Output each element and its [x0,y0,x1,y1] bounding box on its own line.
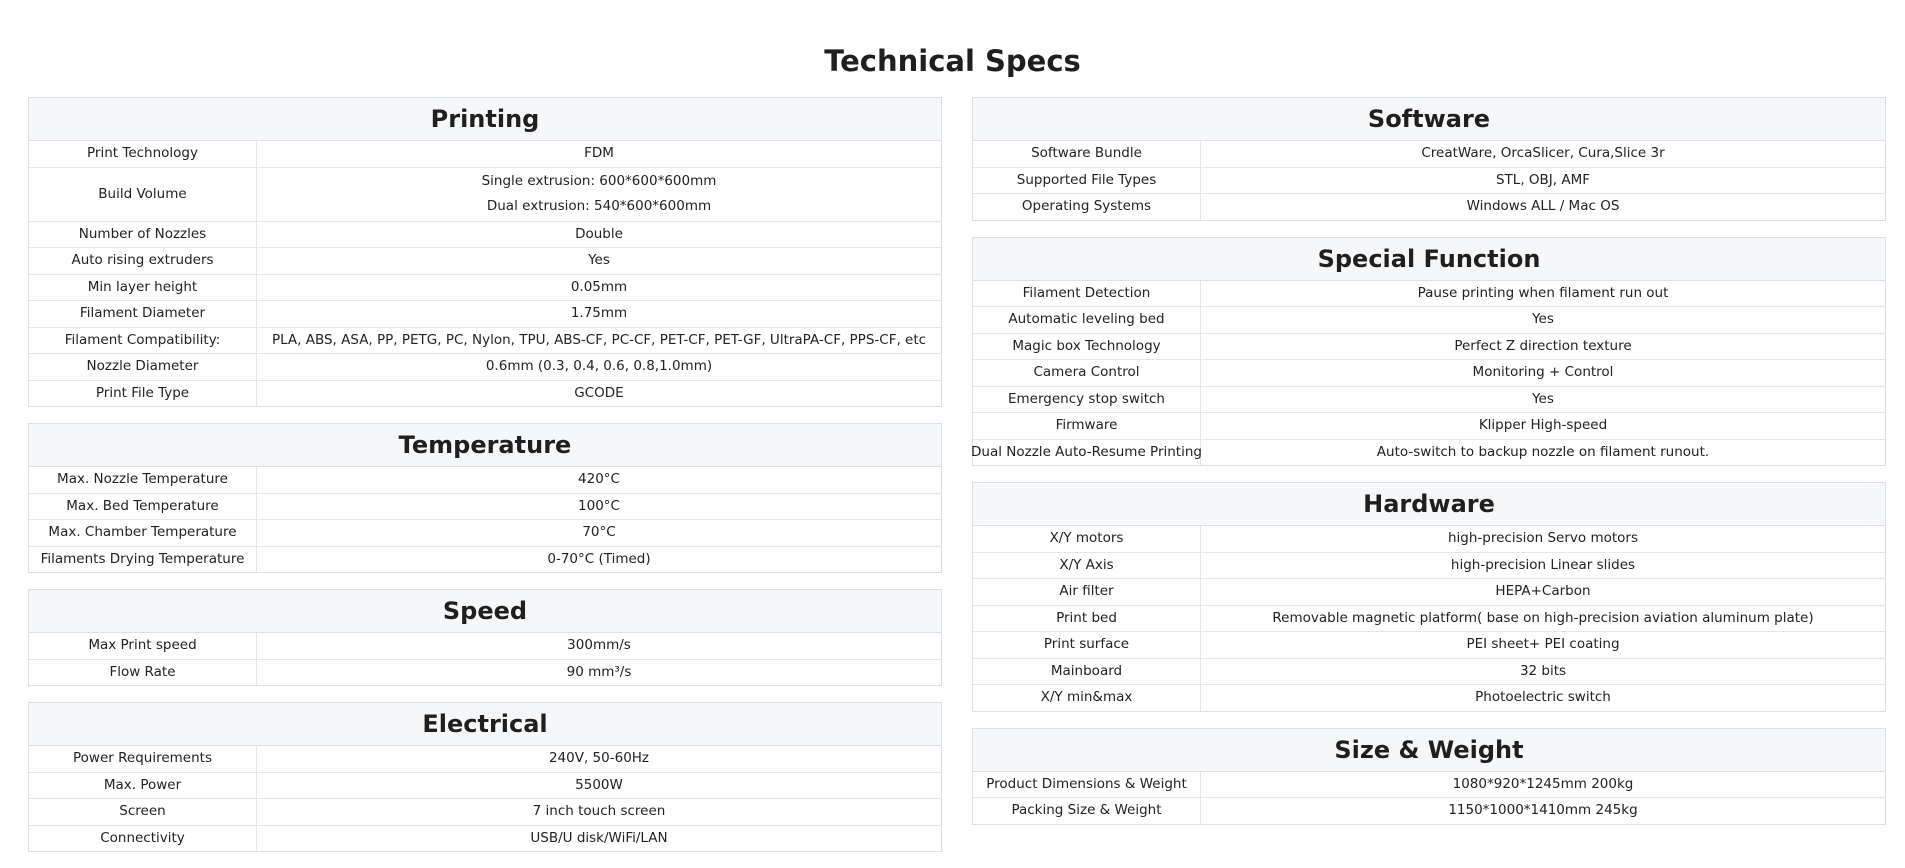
spec-value-cell [257,301,941,327]
spec-row [973,553,1885,580]
spec-value-cell [257,168,941,221]
spec-value-cell [257,381,941,407]
size-and-weight-section [972,728,1886,825]
spec-row [973,334,1885,361]
spec-value: 1.75mm [570,305,628,321]
spec-value: CreatWare, OrcaSlicer, Cura,Slice 3r [1421,145,1665,161]
spec-label: Packing Size & Weight [973,798,1201,824]
special-function-section-title: Special Function [973,238,1885,281]
page-title: Technical Specs [824,44,1081,79]
speed-section [28,589,942,686]
spec-value: Klipper High-speed [1478,417,1608,433]
spec-label: Filament Diameter [29,301,257,327]
spec-row [973,579,1885,606]
spec-label: Automatic leveling bed [973,307,1201,333]
spec-value-cell [1201,281,1885,307]
spec-value-cell [257,633,941,659]
spec-label: Mainboard [973,659,1201,685]
spec-label: Print bed [973,606,1201,632]
spec-value: 1080*920*1245mm 200kg [1452,775,1634,792]
spec-row [973,168,1885,195]
spec-row [973,387,1885,414]
special-function-section [972,237,1886,467]
spec-value-cell [257,826,941,852]
spec-label: Operating Systems [973,194,1201,220]
spec-value: 0.6mm (0.3, 0.4, 0.6, 0.8,1.0mm) [485,358,713,374]
spec-row [29,248,941,275]
spec-row [973,307,1885,334]
spec-value-cell [1201,440,1885,466]
spec-label: Filaments Drying Temperature [29,547,257,573]
spec-value-cell [257,467,941,493]
spec-value-cell [257,799,941,825]
spec-row [29,222,941,249]
spec-label: Magic box Technology [973,334,1201,360]
spec-label: Number of Nozzles [29,222,257,248]
spec-label: Print surface [973,632,1201,658]
spec-value-cell [257,494,941,520]
spec-row [973,440,1885,466]
spec-value: Single extrusion: 600*600*600mm [481,172,717,189]
spec-value: PEI sheet+ PEI coating [1466,636,1620,652]
spec-row [29,354,941,381]
spec-row [29,141,941,168]
spec-value-cell [1201,579,1885,605]
spec-value: high-precision Linear slides [1450,556,1636,573]
spec-value-cell [1201,632,1885,658]
spec-value: Removable magnetic platform( base on high-precision aviation aluminum plate) [1272,609,1814,626]
spec-row [29,826,941,852]
spec-value-cell [1201,526,1885,552]
spec-value: GCODE [574,384,624,401]
spec-label: Max. Bed Temperature [29,494,257,520]
spec-label: Nozzle Diameter [29,354,257,380]
spec-value-cell [257,222,941,248]
spec-row [973,194,1885,220]
software-section-title: Software [973,98,1885,141]
spec-value: 0.05mm [570,278,628,295]
spec-row [973,526,1885,553]
spec-label: Dual Nozzle Auto-Resume Printing [973,440,1201,466]
spec-value: 0-70°C (Timed) [547,550,651,567]
spec-value-cell [1201,413,1885,439]
spec-row [973,360,1885,387]
spec-value-cell [1201,387,1885,413]
spec-value-cell [257,773,941,799]
hardware-section-title: Hardware [973,483,1885,526]
spec-value: PLA, ABS, ASA, PP, PETG, PC, Nylon, TPU, ABS-CF, PC-CF, PET-CF, PET-GF, UltraPA-CF, PPS-CF, etc [271,331,927,348]
spec-value: HEPA+Carbon [1495,583,1591,599]
spec-row [29,520,941,547]
spec-row [973,798,1885,824]
spec-label: Filament Compatibility: [29,328,257,354]
temperature-section [28,423,942,573]
spec-value: 1150*1000*1410mm 245kg [1448,802,1638,818]
spec-value: FDM [584,145,614,161]
spec-value-cell [257,547,941,573]
spec-row [29,301,941,328]
spec-value: Monitoring + Control [1472,364,1614,380]
spec-label: Max Print speed [29,633,257,659]
spec-value: Double [575,225,623,242]
spec-row [973,772,1885,799]
spec-row [29,168,941,222]
spec-label: X/Y min&max [973,685,1201,711]
spec-row [973,659,1885,686]
spec-label: Max. Power [29,773,257,799]
spec-row [29,746,941,773]
printing-section-title: Printing [29,98,941,141]
spec-row [29,381,941,407]
spec-row [29,328,941,355]
spec-value-cell [257,248,941,274]
spec-label: Flow Rate [29,660,257,686]
spec-label: Auto rising extruders [29,248,257,274]
printing-section [28,97,942,407]
spec-value-cell [257,328,941,354]
spec-label: Build Volume [29,168,257,221]
spec-label: X/Y Axis [973,553,1201,579]
spec-value-cell [1201,659,1885,685]
spec-label: Software Bundle [973,141,1201,167]
spec-row [29,547,941,573]
spec-label: Print Technology [29,141,257,167]
electrical-section [28,702,942,852]
spec-label: Supported File Types [973,168,1201,194]
spec-value-cell [1201,334,1885,360]
spec-label: X/Y motors [973,526,1201,552]
spec-row [973,632,1885,659]
spec-value: 100°C [578,497,620,514]
spec-value: Perfect Z direction texture [1454,337,1632,354]
spec-value: Pause printing when filament run out [1417,284,1669,301]
spec-label: Product Dimensions & Weight [973,772,1201,798]
spec-label: Power Requirements [29,746,257,772]
spec-label: Max. Chamber Temperature [29,520,257,546]
spec-value-cell [257,746,941,772]
spec-value: Photoelectric switch [1475,689,1611,705]
spec-value-cell [1201,360,1885,386]
spec-value: 90 mm³/s [566,663,632,680]
spec-row [973,606,1885,633]
spec-value: Yes [1532,390,1554,407]
hardware-section [972,482,1886,712]
spec-label: Screen [29,799,257,825]
spec-value-cell [1201,194,1885,220]
spec-value: 70°C [582,524,616,540]
spec-value-cell [257,141,941,167]
spec-value-cell [1201,168,1885,194]
spec-label: Camera Control [973,360,1201,386]
size-and-weight-section-title: Size & Weight [973,729,1885,772]
right-spec-column [972,97,1886,841]
spec-value: Auto-switch to backup nozzle on filament runout. [1376,443,1710,460]
spec-value-cell [1201,772,1885,798]
spec-label: Connectivity [29,826,257,852]
spec-row [29,799,941,826]
spec-label: Emergency stop switch [973,387,1201,413]
electrical-section-title: Electrical [29,703,941,746]
spec-value: 32 bits [1519,662,1567,679]
spec-label: Filament Detection [973,281,1201,307]
spec-label: Min layer height [29,275,257,301]
spec-value: STL, OBJ, AMF [1495,171,1591,188]
spec-row [29,633,941,660]
spec-value: high-precision Servo motors [1447,530,1638,546]
spec-value-cell [1201,685,1885,711]
spec-row [29,275,941,302]
spec-row [29,467,941,494]
spec-value: 420°C [578,471,620,487]
spec-row [973,685,1885,711]
spec-row [29,494,941,521]
spec-value: Yes [1532,311,1554,327]
spec-value-cell [1201,798,1885,824]
spec-value: 300mm/s [567,637,631,653]
spec-value: 240V, 50-60Hz [548,750,650,766]
spec-value-cell [1201,141,1885,167]
spec-value: 7 inch touch screen [532,803,666,819]
spec-value: USB/U disk/WiFi/LAN [530,829,668,846]
spec-value-cell [257,275,941,301]
spec-value: 5500W [575,776,623,793]
spec-label: Firmware [973,413,1201,439]
spec-value-cell [257,660,941,686]
spec-value-cell [257,354,941,380]
spec-label: Air filter [973,579,1201,605]
temperature-section-title: Temperature [29,424,941,467]
spec-row [973,413,1885,440]
spec-row [29,660,941,686]
spec-value-cell [1201,606,1885,632]
spec-value-cell [1201,553,1885,579]
spec-label: Print File Type [29,381,257,407]
spec-value-cell [257,520,941,546]
software-section [972,97,1886,221]
left-spec-column [28,97,942,868]
spec-value-cell [1201,307,1885,333]
spec-value: Dual extrusion: 540*600*600mm [486,198,712,214]
spec-value: Yes [588,252,610,268]
spec-value: Windows ALL / Mac OS [1466,198,1620,214]
spec-label: Max. Nozzle Temperature [29,467,257,493]
spec-row [973,281,1885,308]
spec-row [973,141,1885,168]
spec-row [29,773,941,800]
speed-section-title: Speed [29,590,941,633]
